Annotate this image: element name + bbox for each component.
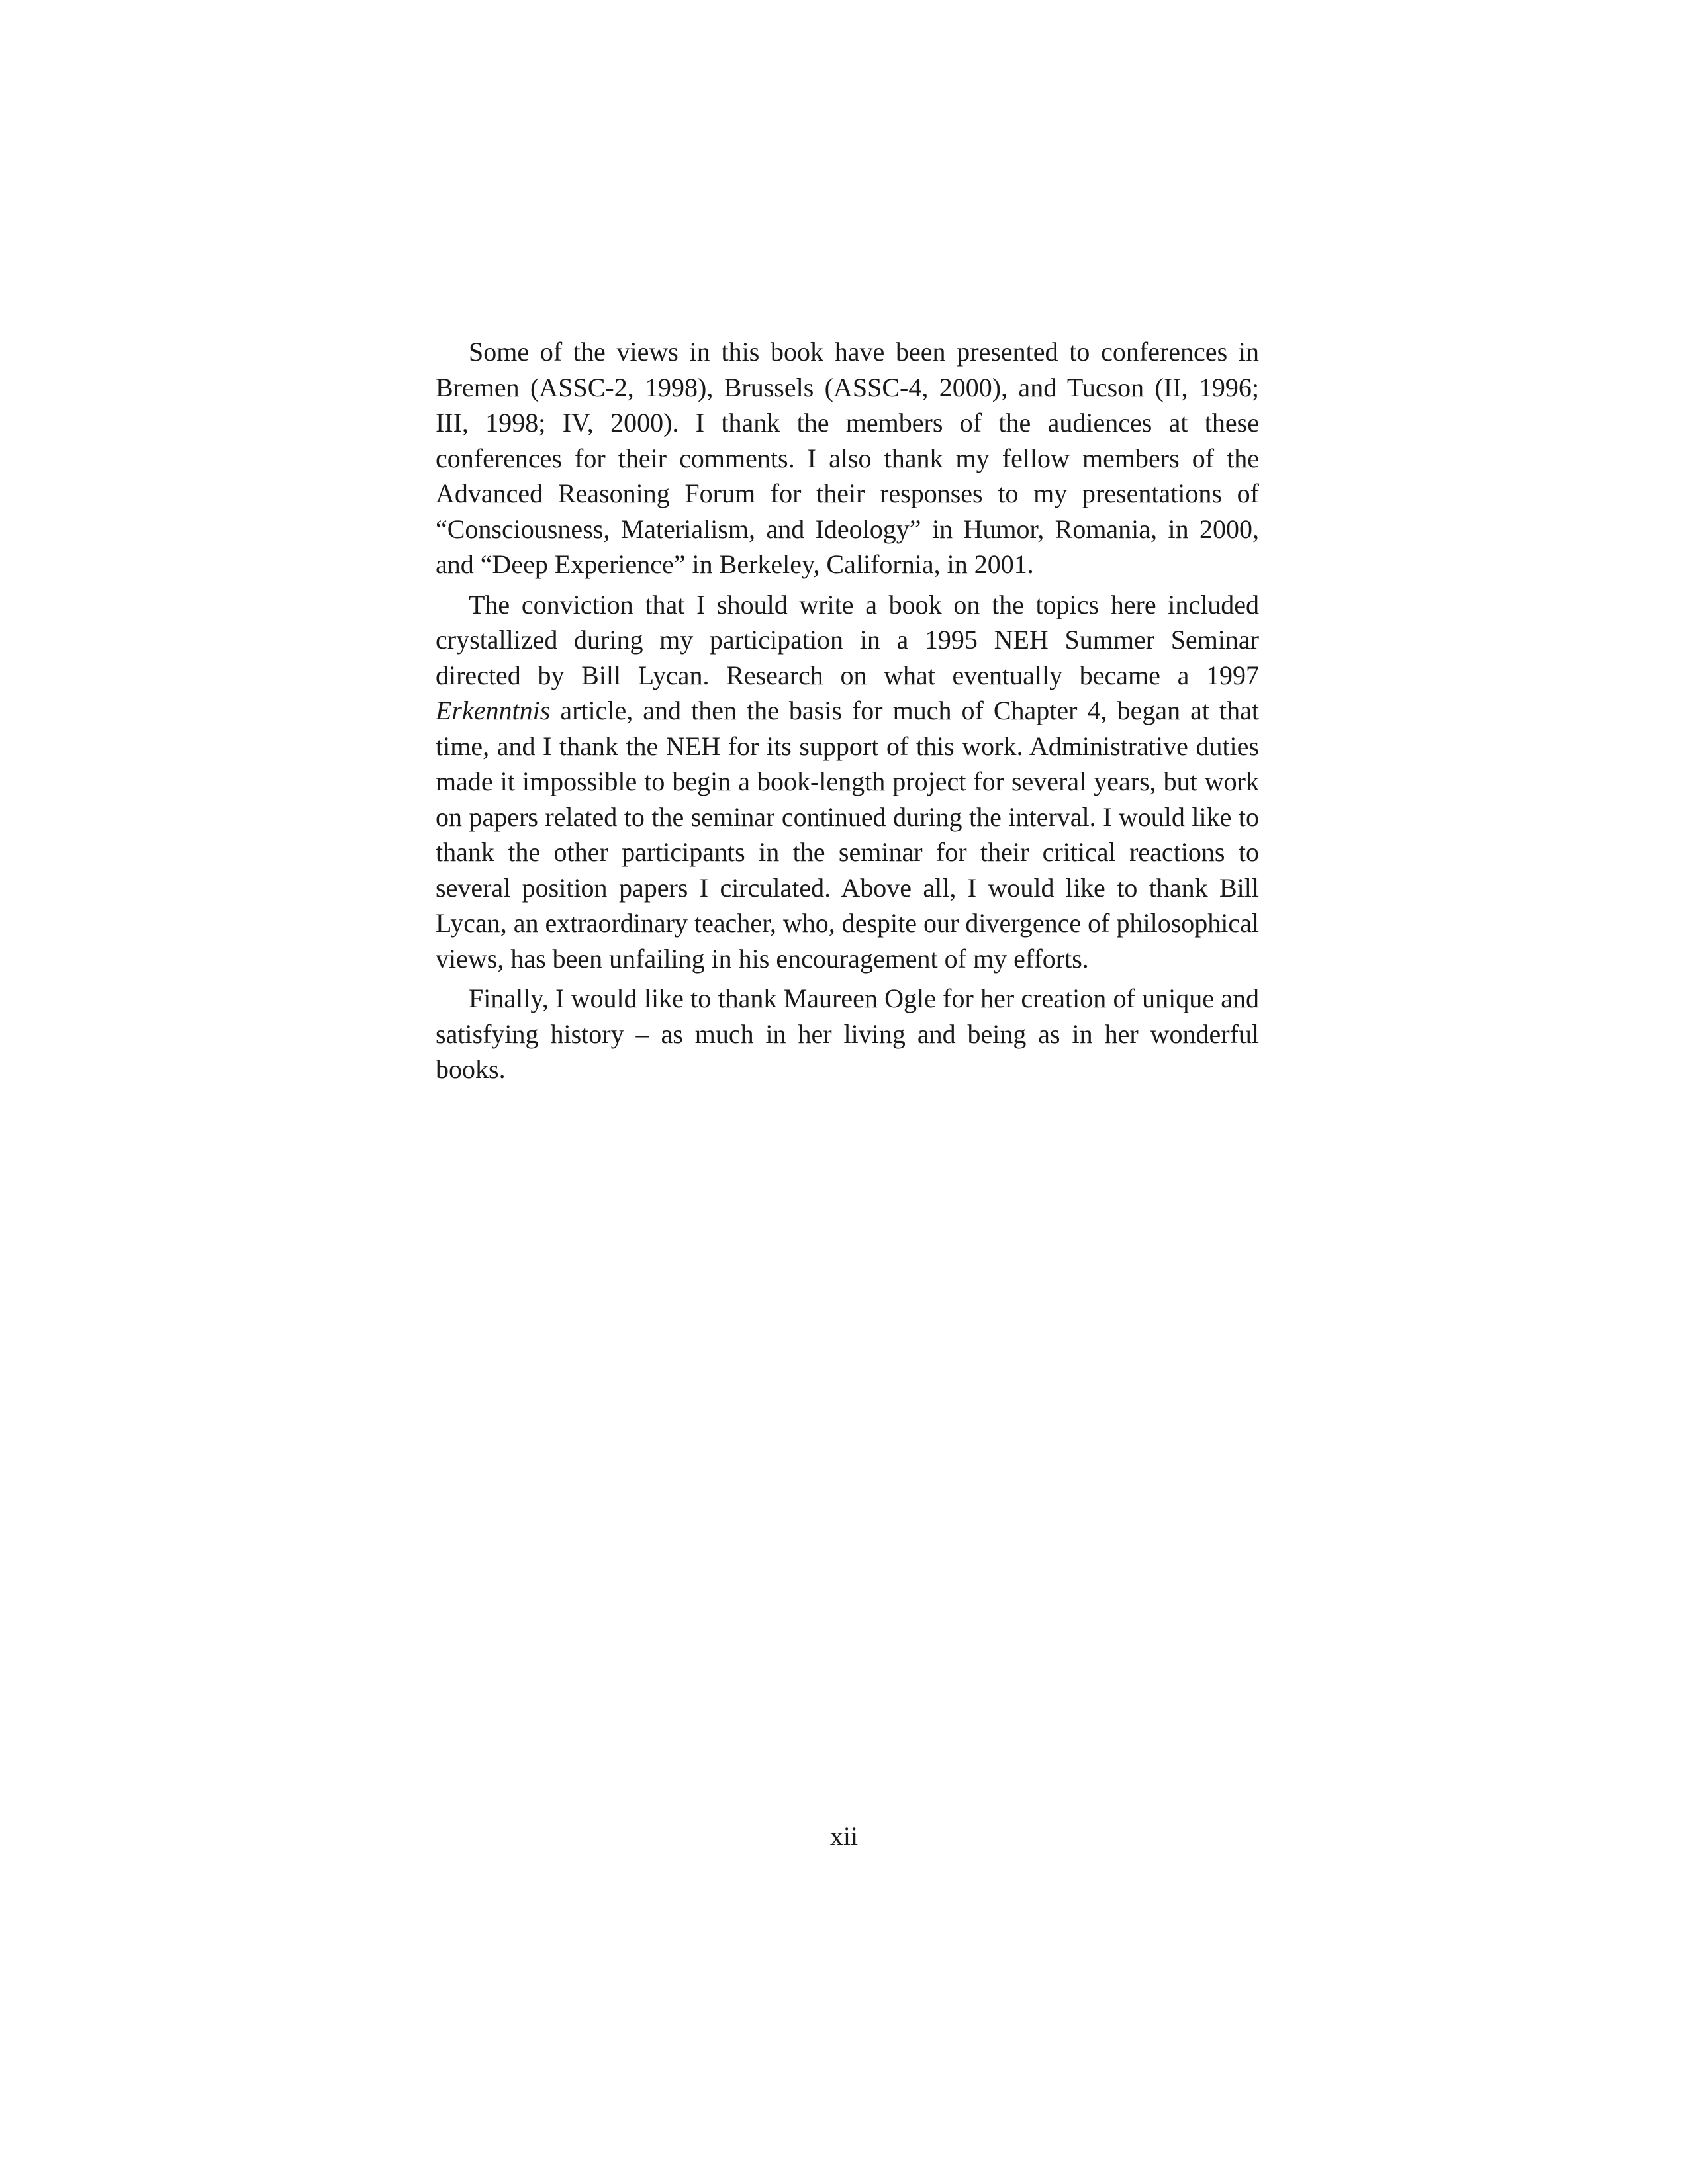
body-text [436,334,1259,1092]
page-number: xii [829,1821,859,1851]
paragraph-conferences: Some of the views in this book have been presented to conferences in Bremen (ASSC-2, 1998), Brussels (ASSC-4, 2000), and Tucson (II, 1996; III, 1998; IV, 2000). I thank the members of the audiences at these conferences for their comments. I also thank my fellow members of the Advanced Reasoning Forum for their responses to my presentations of “Consciousness, Materialism, and Ideology” in Humor, Romania, in 2000, and “Deep Experience” in Berkeley, California, in 2001. [436,337,1259,579]
paragraph-seminar-part-2: article, and then the basis for much of Chapter 4, began at that time, and I thank the NEH for its support of this work. Administrative duties made it impossible to begin a book-length project for several years, but work on papers related to the seminar continued during the interval. I would like to thank the other participants in the seminar for their critical reactions to several position papers I circulated. Above all, I would like to thank Bill Lycan, an extraordinary teacher, who, despite our divergence of philosophical views, has been unfailing in his encouragement of my efforts. [436,696,1259,974]
paragraph-seminar [436,587,1259,977]
journal-title: Erkenntnis [436,696,551,725]
paragraph-seminar-part-1: The conviction that I should write a book on the topics here included crystallized during my participation in a 1995 NEH Summer Seminar directed by Bill Lycan. Research on what eventually became a 1997 [436,589,1259,690]
paragraph-thanks: Finally, I would like to thank Maureen Ogle for her creation of unique and satisfying history – as much in her living and being as in her wonderful books. [436,983,1259,1084]
